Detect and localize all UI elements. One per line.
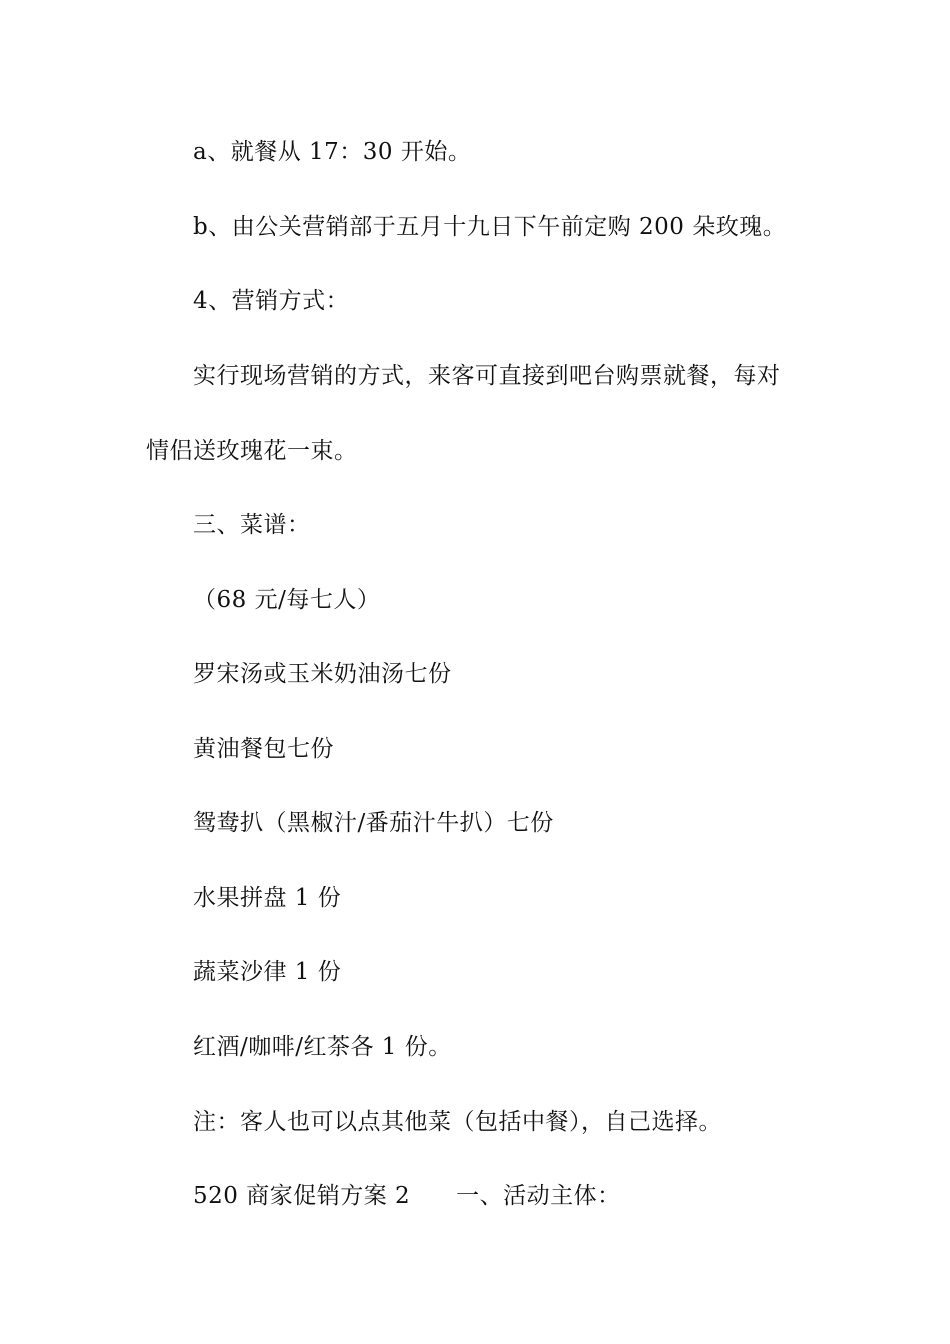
document-title: 520 商家促销方案 2 [193, 1183, 411, 1209]
note-line: 注：客人也可以点其他菜（包括中餐），自己选择。 [193, 1109, 722, 1135]
section-heading: 三、菜谱： [193, 512, 311, 538]
final-line [193, 1181, 621, 1211]
menu-item: 水果拼盘 1 份 [193, 885, 342, 911]
menu-item: 蔬菜沙律 1 份 [193, 959, 342, 985]
menu-item: 鸳鸯扒（黑椒汁/番茄汁牛扒）七份 [193, 810, 554, 836]
text-line: （68 元/每七人） [193, 587, 381, 613]
text-line: 实行现场营销的方式，来客可直接到吧台购票就餐，每对 [193, 363, 781, 389]
menu-item: 红酒/咖啡/红茶各 1 份。 [193, 1034, 452, 1060]
text-line: a、就餐从 17：30 开始。 [193, 139, 472, 165]
menu-item: 黄油餐包七份 [193, 736, 334, 762]
text-line: 4、营销方式： [193, 288, 350, 314]
section-heading: 一、活动主体： [456, 1183, 621, 1209]
menu-item: 罗宋汤或玉米奶油汤七份 [193, 661, 452, 687]
text-line: 情侣送玫瑰花一束。 [146, 438, 358, 464]
text-line: b、由公关营销部于五月十九日下午前定购 200 朵玫瑰。 [193, 214, 787, 240]
